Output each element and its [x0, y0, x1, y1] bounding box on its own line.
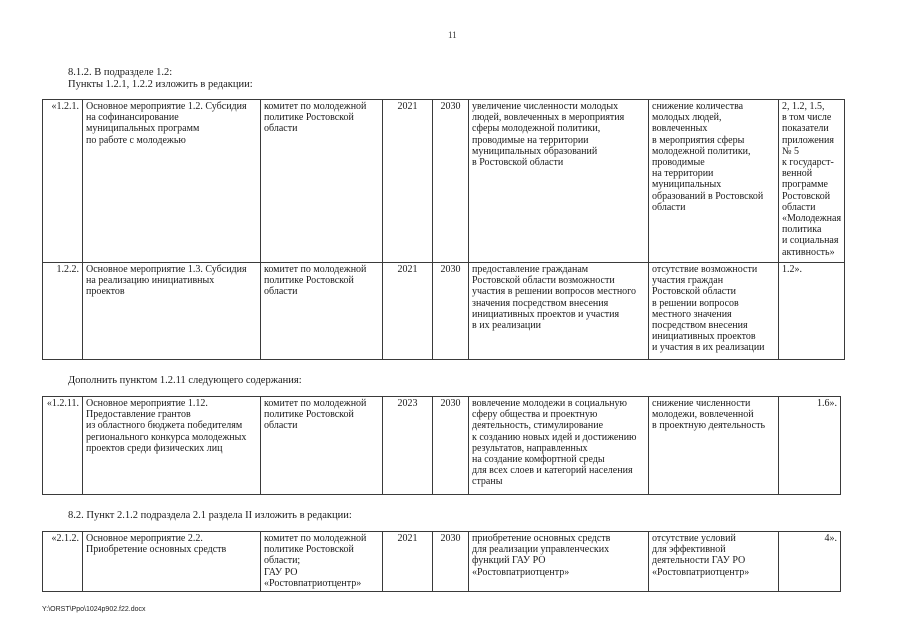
end-year: 2030	[433, 532, 469, 592]
row-number: «1.2.1.	[43, 100, 83, 263]
add-item-text: Дополнить пунктом 1.2.11 следующего содержания:	[68, 375, 302, 386]
table-row	[43, 397, 841, 495]
start-year: 2023	[383, 397, 433, 495]
expected-result: приобретение основных средств для реализации управленческих функций ГАУ РО «Ростовпатриотцентр»	[469, 532, 649, 592]
indicators: 2, 1.2, 1.5, в том числе показатели приложения № 5 к государст- венной программе Ростовской области «Молодежная политика и социальная активность»	[779, 100, 845, 263]
indicators: 4».	[779, 532, 841, 592]
measure-name: Основное мероприятие 1.3. Субсидия на реализацию инициативных проектов	[83, 263, 261, 360]
start-year: 2021	[383, 532, 433, 592]
page-number: 11	[448, 30, 457, 40]
table-row	[43, 263, 845, 360]
indicators: 1.6».	[779, 397, 841, 495]
expected-result: вовлечение молодежи в социальную сферу общества и проектную деятельность, стимулирование к созданию новых идей и достижению результатов, направленных на создание комфортной среды для всех слоев и категорий населения страны	[469, 397, 649, 495]
executor: комитет по молодежной политике Ростовской области	[261, 100, 383, 263]
row-number: «1.2.11.	[43, 397, 83, 495]
intro-line-2: Пункты 1.2.1, 1.2.2 изложить в редакции:	[68, 79, 253, 90]
expected-result: увеличение численности молодых людей, вовлеченных в мероприятия сферы молодежной политики, проводимые на территории муниципальных образований в Ростовской области	[469, 100, 649, 263]
non-implementation-consequence: снижение численности молодежи, вовлеченной в проектную деятельность	[649, 397, 779, 495]
start-year: 2021	[383, 263, 433, 360]
table-added-measure	[42, 396, 841, 495]
measure-name: Основное мероприятие 2.2. Приобретение основных средств	[83, 532, 261, 592]
executor: комитет по молодежной политике Ростовской области	[261, 397, 383, 495]
indicators: 1.2».	[779, 263, 845, 360]
measure-name: Основное мероприятие 1.2. Субсидия на софинансирование муниципальных программ по работе с молодежью	[83, 100, 261, 263]
section-2-text: 8.2. Пункт 2.1.2 подраздела 2.1 раздела II изложить в редакции:	[68, 510, 352, 521]
intro-line-1: 8.1.2. В подразделе 1.2:	[68, 67, 173, 78]
table-row	[43, 532, 841, 592]
non-implementation-consequence: снижение количества молодых людей, вовлеченных в мероприятия сферы молодежной политики, проводимые на территории муниципальных образований в Ростовской области	[649, 100, 779, 263]
end-year: 2030	[433, 397, 469, 495]
end-year: 2030	[433, 100, 469, 263]
executor: комитет по молодежной политике Ростовской области	[261, 263, 383, 360]
end-year: 2030	[433, 263, 469, 360]
table-main-measures	[42, 99, 845, 360]
footer-file-path: Y:\ORST\Ppo\1024p902.f22.docx	[42, 606, 146, 613]
expected-result: предоставление гражданам Ростовской области возможности участия в решении вопросов местного значения посредством внесения инициативных проектов и участия в их реализации	[469, 263, 649, 360]
table-section-2	[42, 531, 841, 592]
executor: комитет по молодежной политике Ростовской области; ГАУ РО «Ростовпатриотцентр»	[261, 532, 383, 592]
non-implementation-consequence: отсутствие возможности участия граждан Ростовской области в решении вопросов местного значения посредством внесения инициативных проектов и участия в их реализации	[649, 263, 779, 360]
row-number: 1.2.2.	[43, 263, 83, 360]
non-implementation-consequence: отсутствие условий для эффективной деятельности ГАУ РО «Ростовпатриотцентр»	[649, 532, 779, 592]
row-number: «2.1.2.	[43, 532, 83, 592]
start-year: 2021	[383, 100, 433, 263]
table-row	[43, 100, 845, 263]
measure-name: Основное мероприятие 1.12. Предоставление грантов из областного бюджета победителям регионального конкурса молодежных проектов среди физических лиц	[83, 397, 261, 495]
